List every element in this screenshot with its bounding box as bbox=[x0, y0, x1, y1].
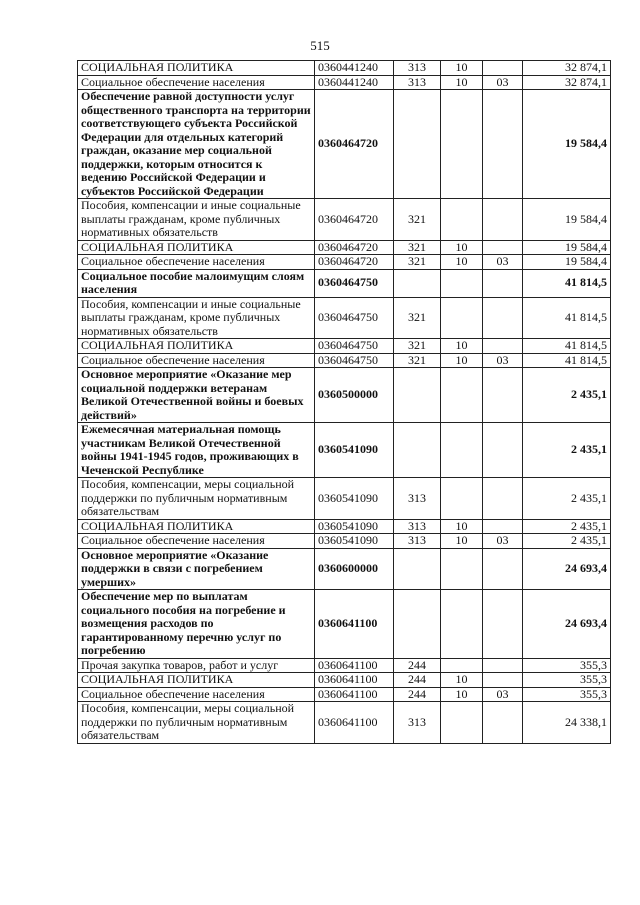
row-amount-cell: 19 584,4 bbox=[523, 240, 611, 255]
row-subsection-cell: 03 bbox=[483, 353, 523, 368]
row-name-cell: Социальное обеспечение населения bbox=[78, 534, 315, 549]
row-amount-cell: 2 435,1 bbox=[523, 534, 611, 549]
row-expense-type-cell: 313 bbox=[394, 75, 441, 90]
row-amount-cell: 32 874,1 bbox=[523, 75, 611, 90]
row-name-cell: Пособия, компенсации, меры социальной поддержки по публичным нормативным обязательствам bbox=[78, 702, 315, 744]
table-row bbox=[78, 519, 611, 534]
row-name-cell: Пособия, компенсации и иные социальные выплаты гражданам, кроме публичных нормативных обязательств bbox=[78, 297, 315, 339]
row-section-cell: 10 bbox=[441, 519, 483, 534]
row-name-cell: Обеспечение мер по выплатам социального пособия на погребение и возмещения расходов по гарантированному перечню услуг по погребению bbox=[78, 590, 315, 659]
row-code-cell: 0360541090 bbox=[315, 478, 394, 520]
row-expense-type-cell: 244 bbox=[394, 658, 441, 673]
row-section-cell: 10 bbox=[441, 339, 483, 354]
row-amount-cell: 2 435,1 bbox=[523, 368, 611, 423]
row-expense-type-cell bbox=[394, 548, 441, 590]
row-section-cell: 10 bbox=[441, 75, 483, 90]
row-section-cell: 10 bbox=[441, 687, 483, 702]
row-subsection-cell bbox=[483, 590, 523, 659]
row-name-cell: Социальное обеспечение населения bbox=[78, 75, 315, 90]
row-expense-type-cell: 313 bbox=[394, 478, 441, 520]
row-section-cell: 10 bbox=[441, 673, 483, 688]
row-amount-cell: 24 693,4 bbox=[523, 548, 611, 590]
row-code-cell: 0360464720 bbox=[315, 90, 394, 199]
row-name-cell: Пособия, компенсации и иные социальные выплаты гражданам, кроме публичных нормативных обязательств bbox=[78, 199, 315, 241]
row-code-cell: 0360641100 bbox=[315, 658, 394, 673]
row-expense-type-cell: 321 bbox=[394, 339, 441, 354]
row-section-cell bbox=[441, 423, 483, 478]
row-name-cell: СОЦИАЛЬНАЯ ПОЛИТИКА bbox=[78, 61, 315, 76]
row-section-cell bbox=[441, 702, 483, 744]
row-amount-cell: 41 814,5 bbox=[523, 353, 611, 368]
row-amount-cell: 19 584,4 bbox=[523, 255, 611, 270]
row-amount-cell: 24 693,4 bbox=[523, 590, 611, 659]
row-subsection-cell bbox=[483, 519, 523, 534]
row-code-cell: 0360441240 bbox=[315, 75, 394, 90]
row-subsection-cell: 03 bbox=[483, 75, 523, 90]
row-expense-type-cell: 321 bbox=[394, 199, 441, 241]
table-row bbox=[78, 368, 611, 423]
row-section-cell bbox=[441, 269, 483, 297]
row-amount-cell: 355,3 bbox=[523, 658, 611, 673]
row-subsection-cell bbox=[483, 548, 523, 590]
row-section-cell bbox=[441, 368, 483, 423]
row-code-cell: 0360464750 bbox=[315, 339, 394, 354]
table-row bbox=[78, 199, 611, 241]
row-subsection-cell bbox=[483, 199, 523, 241]
row-subsection-cell bbox=[483, 423, 523, 478]
row-expense-type-cell: 313 bbox=[394, 519, 441, 534]
row-name-cell: СОЦИАЛЬНАЯ ПОЛИТИКА bbox=[78, 240, 315, 255]
table-row bbox=[78, 75, 611, 90]
table-row bbox=[78, 423, 611, 478]
row-subsection-cell: 03 bbox=[483, 534, 523, 549]
row-name-cell: Основное мероприятие «Оказание поддержки в связи с погребением умерших» bbox=[78, 548, 315, 590]
row-expense-type-cell: 321 bbox=[394, 353, 441, 368]
table-row bbox=[78, 534, 611, 549]
row-section-cell bbox=[441, 478, 483, 520]
table-row bbox=[78, 297, 611, 339]
row-subsection-cell bbox=[483, 478, 523, 520]
table-row bbox=[78, 353, 611, 368]
row-name-cell: Пособия, компенсации, меры социальной поддержки по публичным нормативным обязательствам bbox=[78, 478, 315, 520]
row-name-cell: Социальное пособие малоимущим слоям населения bbox=[78, 269, 315, 297]
row-subsection-cell bbox=[483, 368, 523, 423]
table-row bbox=[78, 702, 611, 744]
row-code-cell: 0360641100 bbox=[315, 673, 394, 688]
row-expense-type-cell: 313 bbox=[394, 61, 441, 76]
row-section-cell bbox=[441, 590, 483, 659]
page-number: 515 bbox=[310, 38, 330, 53]
row-name-cell: СОЦИАЛЬНАЯ ПОЛИТИКА bbox=[78, 339, 315, 354]
table-row bbox=[78, 61, 611, 76]
row-amount-cell: 41 814,5 bbox=[523, 297, 611, 339]
row-name-cell: Обеспечение равной доступности услуг общественного транспорта на территории соответствующего субъекта Российской Федерации для отдельных категорий граждан, оказание мер социальной поддержки, которым относится к ведению Российской Федерации и субъектов Российской Федерации bbox=[78, 90, 315, 199]
row-section-cell bbox=[441, 199, 483, 241]
row-code-cell: 0360464750 bbox=[315, 269, 394, 297]
table-row bbox=[78, 90, 611, 199]
table-row bbox=[78, 478, 611, 520]
row-name-cell: Основное мероприятие «Оказание мер социальной поддержки ветеранам Великой Отечественной войны и боевых действий» bbox=[78, 368, 315, 423]
row-amount-cell: 2 435,1 bbox=[523, 423, 611, 478]
row-subsection-cell bbox=[483, 269, 523, 297]
row-amount-cell: 19 584,4 bbox=[523, 90, 611, 199]
row-subsection-cell: 03 bbox=[483, 687, 523, 702]
row-code-cell: 0360641100 bbox=[315, 702, 394, 744]
row-section-cell: 10 bbox=[441, 255, 483, 270]
row-name-cell: Социальное обеспечение населения bbox=[78, 353, 315, 368]
row-expense-type-cell bbox=[394, 368, 441, 423]
row-code-cell: 0360641100 bbox=[315, 590, 394, 659]
row-amount-cell: 355,3 bbox=[523, 687, 611, 702]
row-name-cell: Социальное обеспечение населения bbox=[78, 687, 315, 702]
row-subsection-cell bbox=[483, 61, 523, 76]
row-amount-cell: 41 814,5 bbox=[523, 339, 611, 354]
table-row bbox=[78, 339, 611, 354]
row-name-cell: Прочая закупка товаров, работ и услуг bbox=[78, 658, 315, 673]
row-section-cell: 10 bbox=[441, 61, 483, 76]
row-name-cell: СОЦИАЛЬНАЯ ПОЛИТИКА bbox=[78, 519, 315, 534]
row-code-cell: 0360464720 bbox=[315, 240, 394, 255]
row-amount-cell: 2 435,1 bbox=[523, 519, 611, 534]
table-row bbox=[78, 590, 611, 659]
budget-table-body bbox=[78, 61, 611, 744]
row-expense-type-cell: 244 bbox=[394, 687, 441, 702]
row-subsection-cell bbox=[483, 673, 523, 688]
row-expense-type-cell bbox=[394, 590, 441, 659]
row-code-cell: 0360500000 bbox=[315, 368, 394, 423]
row-subsection-cell: 03 bbox=[483, 255, 523, 270]
row-section-cell: 10 bbox=[441, 353, 483, 368]
row-subsection-cell bbox=[483, 658, 523, 673]
row-amount-cell: 24 338,1 bbox=[523, 702, 611, 744]
row-amount-cell: 41 814,5 bbox=[523, 269, 611, 297]
row-code-cell: 0360464720 bbox=[315, 199, 394, 241]
row-subsection-cell bbox=[483, 702, 523, 744]
row-expense-type-cell bbox=[394, 90, 441, 199]
row-name-cell: Ежемесячная материальная помощь участникам Великой Отечественной войны 1941-1945 годов, проживающих в Чеченской Республике bbox=[78, 423, 315, 478]
row-subsection-cell bbox=[483, 240, 523, 255]
row-section-cell: 10 bbox=[441, 534, 483, 549]
row-name-cell: Социальное обеспечение населения bbox=[78, 255, 315, 270]
table-row bbox=[78, 687, 611, 702]
table-row bbox=[78, 255, 611, 270]
row-code-cell: 0360600000 bbox=[315, 548, 394, 590]
row-section-cell bbox=[441, 90, 483, 199]
table-row bbox=[78, 673, 611, 688]
row-section-cell bbox=[441, 548, 483, 590]
row-expense-type-cell: 321 bbox=[394, 255, 441, 270]
row-code-cell: 0360541090 bbox=[315, 534, 394, 549]
row-amount-cell: 32 874,1 bbox=[523, 61, 611, 76]
row-section-cell bbox=[441, 297, 483, 339]
row-code-cell: 0360464750 bbox=[315, 353, 394, 368]
row-code-cell: 0360541090 bbox=[315, 423, 394, 478]
row-subsection-cell bbox=[483, 297, 523, 339]
row-name-cell: СОЦИАЛЬНАЯ ПОЛИТИКА bbox=[78, 673, 315, 688]
row-amount-cell: 355,3 bbox=[523, 673, 611, 688]
row-subsection-cell bbox=[483, 339, 523, 354]
row-expense-type-cell: 321 bbox=[394, 240, 441, 255]
row-code-cell: 0360641100 bbox=[315, 687, 394, 702]
row-expense-type-cell: 244 bbox=[394, 673, 441, 688]
row-expense-type-cell bbox=[394, 423, 441, 478]
row-expense-type-cell bbox=[394, 269, 441, 297]
table-row bbox=[78, 658, 611, 673]
row-expense-type-cell: 313 bbox=[394, 702, 441, 744]
row-section-cell: 10 bbox=[441, 240, 483, 255]
budget-table bbox=[77, 60, 611, 744]
row-code-cell: 0360441240 bbox=[315, 61, 394, 76]
row-code-cell: 0360464750 bbox=[315, 297, 394, 339]
row-expense-type-cell: 313 bbox=[394, 534, 441, 549]
row-amount-cell: 19 584,4 bbox=[523, 199, 611, 241]
table-row bbox=[78, 548, 611, 590]
row-code-cell: 0360541090 bbox=[315, 519, 394, 534]
row-code-cell: 0360464720 bbox=[315, 255, 394, 270]
table-row bbox=[78, 240, 611, 255]
row-amount-cell: 2 435,1 bbox=[523, 478, 611, 520]
row-subsection-cell bbox=[483, 90, 523, 199]
row-expense-type-cell: 321 bbox=[394, 297, 441, 339]
table-row bbox=[78, 269, 611, 297]
row-section-cell bbox=[441, 658, 483, 673]
